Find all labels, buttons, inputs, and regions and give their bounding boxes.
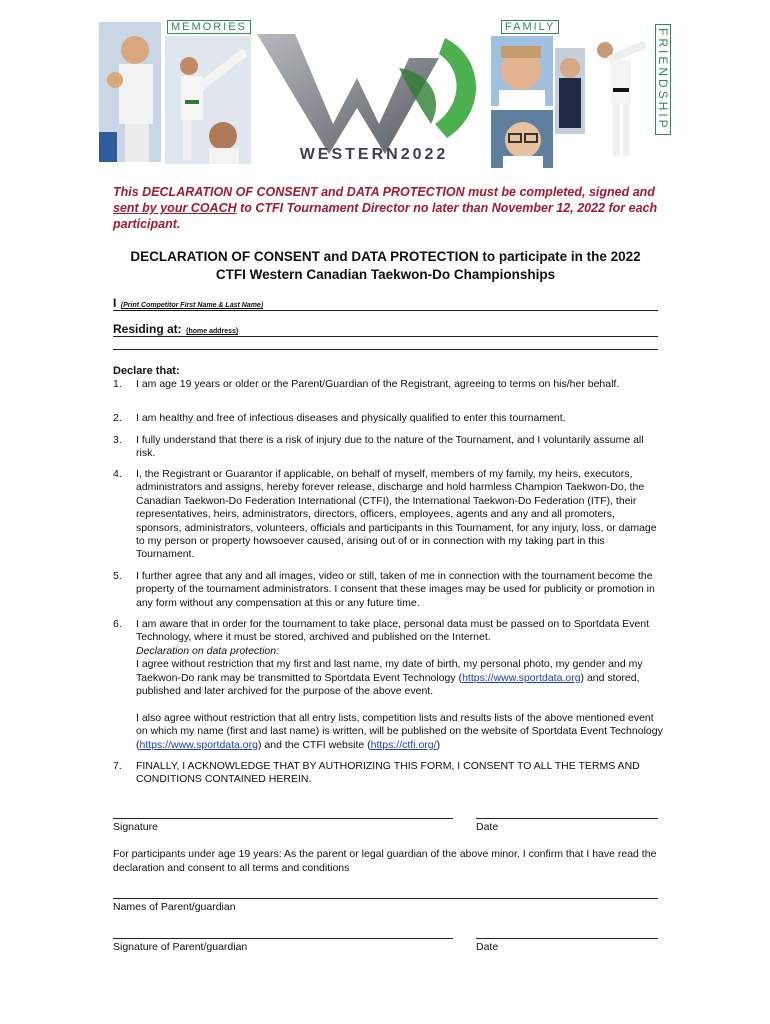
guardian-names-line[interactable]: [113, 898, 658, 899]
residing-hint: (home address): [186, 328, 239, 335]
name-field-hint: (Print Competitor First Name & Last Name): [120, 302, 264, 309]
item-number: 4.: [113, 468, 122, 480]
guardian-signature-line[interactable]: [113, 938, 453, 939]
declaration-item-1: [113, 378, 663, 391]
declaration-item-2: [113, 412, 663, 425]
extra-text-c: ): [436, 738, 441, 751]
date-label: Date: [476, 821, 499, 833]
photo-child-smile: [491, 36, 553, 106]
header-banner: [99, 18, 672, 170]
guardian-date-label: Date: [476, 941, 499, 953]
notice-text-part1: This DECLARATION OF CONSENT and DATA PROTECTION must be completed, signed and: [113, 185, 655, 199]
item-text: I, the Registrant or Guarantor if applicable, on behalf of myself, members of my family, my heirs, executors, administrators and assigns, hereby forever release, discharge and hold harmless Champion Taekwon-Do, the Canadian Taekwon-Do Federation International (CTFI), the International Taekwon-Do Federation (ITF), their representatives, heirs, administrators, directors, officers, employees, agents and any and all promoters, sponsors, administrators, volunteers, officials and participants in this Tournament, for any injury, loss, or damage to my person or property howsoever caused, arising out of or in connection with my taking part in this Tournament.: [136, 468, 657, 561]
declaration-item-7: [113, 760, 663, 787]
notice-text-part2: to CTFI Tournament Director no later than November 12, 2022 for each participant.: [113, 201, 658, 231]
extra-text-a: I also agree without restriction that all entry lists, competition lists and results lists of the above mentioned event on which my name (first and last name) is written, will be published on the website of Sportdata Event Technology (: [136, 712, 663, 751]
guardian-names-label: Names of Parent/guardian: [113, 901, 236, 913]
declaration-item-6: [113, 618, 663, 698]
declare-heading: Declare that:: [113, 365, 180, 377]
consent-text-b: ) and stored, published and later archived for the purpose of the above event.: [136, 671, 640, 698]
consent-text-a: I agree without restriction that my first and last name, my date of birth, my personal photo, my gender and my Taekwon-Do rank may be transmitted to Sportdata Event Technology (: [136, 658, 643, 684]
declaration-item-5: [113, 570, 663, 610]
submission-notice: [113, 184, 658, 232]
item-number: 2.: [113, 412, 122, 424]
extra-text-b: ) and the CTFI website (: [257, 738, 371, 751]
data-protection-consent: [136, 658, 663, 698]
page-title: [113, 248, 658, 284]
photo-child-kick: [165, 36, 251, 164]
guardian-date-line[interactable]: [476, 938, 658, 939]
ctfi-link[interactable]: https://ctfi.org/: [370, 738, 437, 751]
banner-word-friendship: FRIENDSHIP: [655, 24, 671, 135]
item-text: I am aware that in order for the tournament to take place, personal data must be passed on to Sportdata Event Technology, where it must be stored, archived and published on the Internet.: [136, 618, 650, 644]
photo-child-fist: [99, 22, 161, 162]
name-field-label: I: [113, 296, 117, 310]
event-logo-text: WESTERN2022: [299, 146, 449, 163]
residing-label: Residing at:: [113, 322, 182, 336]
signature-label: Signature: [113, 821, 158, 833]
item-text: I further agree that any and all images, video or still, taken of me in connection with the tournament become the property of the tournament administrators. I consent that these images may be used for publicity or promotion in any form without any compensation at this or any future time.: [136, 570, 655, 609]
photo-child-kick-right: [589, 34, 649, 168]
title-line-1: DECLARATION OF CONSENT and DATA PROTECTION to participate in the 2022: [130, 249, 641, 264]
sportdata-link-2[interactable]: https://www.sportdata.org: [139, 738, 258, 751]
item-number: 3.: [113, 434, 122, 446]
item-number: 6.: [113, 618, 122, 630]
signature-line[interactable]: [113, 818, 453, 819]
declaration-item-6-extra: [136, 712, 663, 752]
item-text: FINALLY, I ACKNOWLEDGE THAT BY AUTHORIZING THIS FORM, I CONSENT TO ALL THE TERMS AND CONDITIONS CONTAINED HEREIN.: [136, 760, 640, 786]
declaration-item-3: [113, 434, 663, 461]
photo-child-glasses: [491, 110, 553, 168]
competitor-name-field[interactable]: [113, 294, 658, 311]
photo-child-group: [555, 48, 585, 134]
guardian-signature-label: Signature of Parent/guardian: [113, 941, 248, 953]
sportdata-link[interactable]: https://www.sportdata.org: [462, 671, 581, 684]
title-line-2: CTFI Western Canadian Taekwon-Do Championships: [215, 267, 556, 282]
banner-word-family: FAMILY: [501, 20, 559, 34]
item-number: 7.: [113, 760, 122, 772]
item-text: I fully understand that there is a risk of injury due to the nature of the Tournament, and I voluntarily assume all risk.: [136, 434, 644, 460]
item-number: 1.: [113, 378, 122, 390]
item-text: I am healthy and free of infectious diseases and physically qualified to enter this tournament.: [136, 412, 566, 424]
item-text: I am age 19 years or older or the Parent/Guardian of the Registrant, agreeing to terms on his/her behalf.: [136, 378, 620, 390]
notice-underlined: sent by your COACH: [113, 201, 237, 215]
data-protection-heading: Declaration on data protection:: [136, 644, 280, 657]
minor-consent-paragraph: For participants under age 19 years: As the parent or legal guardian of the above minor, I confirm that I have read the declaration and consent to all terms and conditions: [113, 848, 657, 874]
banner-word-memories: MEMORIES: [167, 20, 251, 34]
item-number: 5.: [113, 570, 122, 582]
date-line[interactable]: [476, 818, 658, 819]
home-address-field[interactable]: [113, 320, 658, 337]
declaration-item-4: [113, 468, 663, 562]
home-address-line-2[interactable]: [113, 349, 658, 350]
